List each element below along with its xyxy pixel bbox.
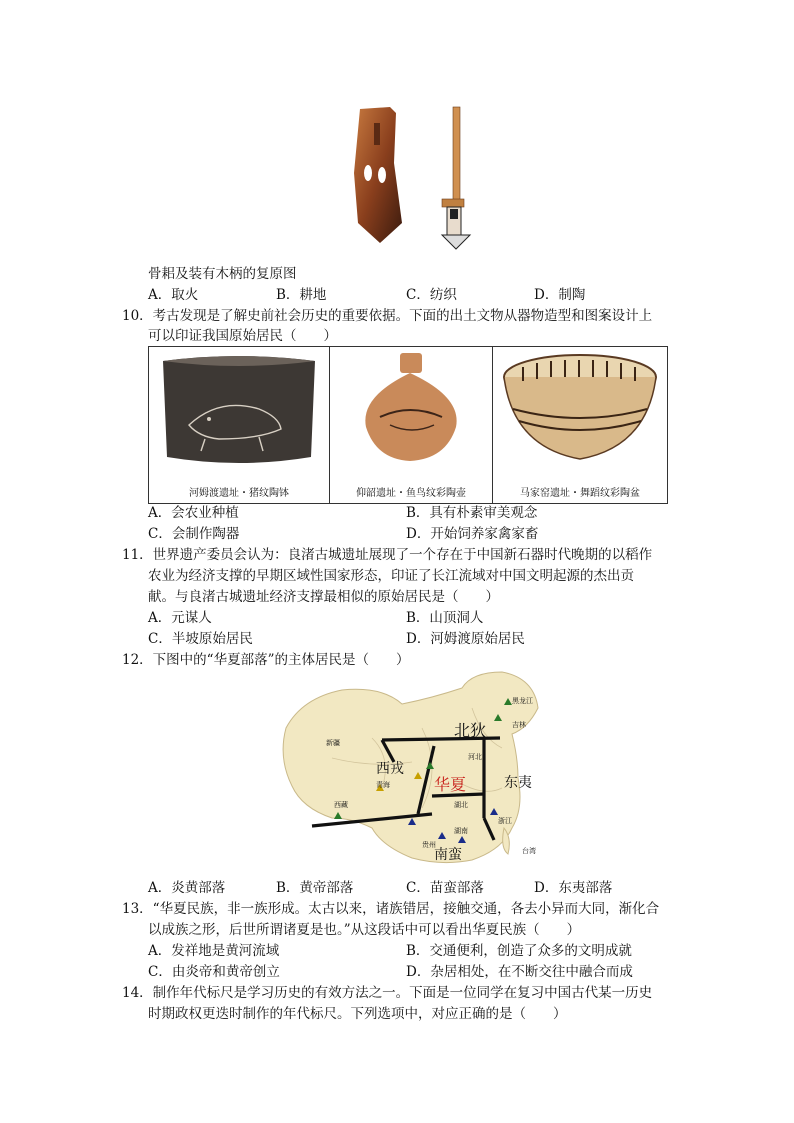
q10-stem-line1: 10．考古发现是了解史前社会历史的重要依据。下面的出土文物从器物造型和图案设计上 — [122, 308, 653, 324]
q13-option-b: B．交通便利，创造了众多的文明成就 — [406, 943, 632, 959]
q11-option-d: D．河姆渡原始居民 — [406, 631, 525, 647]
q9-option-d: D．制陶 — [534, 287, 586, 303]
pig-pattern-bowl-cell — [149, 347, 330, 503]
q13-stem-line1: 13．“华夏民族，非一族形成。太古以来，诸族错居，接触交通，各去小异而大同，渐化合 — [122, 901, 660, 917]
map-label-xizang: 西藏 — [334, 801, 348, 809]
map-label-nanman: 南蛮 — [434, 847, 462, 863]
fish-bird-pot-image — [330, 347, 492, 477]
dancing-pattern-basin-image — [493, 347, 667, 477]
q10-option-c: C．会制作陶器 — [148, 526, 240, 542]
q12-option-c: C．苗蛮部落 — [406, 880, 484, 896]
q13-option-d: D．杂居相处，在不断交往中融合而成 — [406, 964, 633, 980]
map-label-beidi: 北狄 — [454, 721, 487, 740]
q11-stem-line3: 献。与良渚古城遗址经济支撑最相似的原始居民是（ ） — [148, 589, 499, 605]
map-label-guizhou: 贵州 — [422, 841, 436, 849]
q12-stem: 12．下图中的“华夏部落”的主体居民是（ ） — [122, 652, 410, 668]
pig-pattern-bowl-image — [149, 347, 329, 477]
map-label-hubei: 湖北 — [454, 801, 468, 809]
q9-option-c: C．纺织 — [406, 287, 457, 303]
q10-stem-line2: 可以印证我国原始居民（ ） — [148, 328, 337, 344]
map-label-dongyi: 东夷 — [504, 775, 532, 791]
map-label-taiwan: 台湾 — [522, 847, 536, 855]
map-label-huaxia: 华夏 — [434, 775, 467, 794]
q13-option-c: C．由炎帝和黄帝创立 — [148, 964, 280, 980]
map-label-zhejiang: 浙江 — [498, 817, 512, 825]
q11-stem-line1: 11．世界遗产委员会认为：良渚古城遗址展现了一个存在于中国新石器时代晚期的以稻作 — [122, 547, 653, 563]
map-label-xirong: 西戎 — [376, 761, 404, 777]
dancing-pattern-basin-cell — [493, 347, 667, 503]
map-label-xinjiang: 新疆 — [326, 739, 340, 747]
q9-option-b: B．耕地 — [276, 287, 327, 303]
q12-option-b: B．黄帝部落 — [276, 880, 354, 896]
q11-option-c: C．半坡原始居民 — [148, 631, 253, 647]
map-label-hebei: 河北 — [468, 753, 482, 761]
map-label-qinghai: 青海 — [376, 781, 390, 789]
q10-option-d: D．开始饲养家禽家畜 — [406, 526, 539, 542]
q13-option-a: A．发祥地是黄河流域 — [148, 943, 280, 959]
q11-option-b: B．山顶洞人 — [406, 610, 484, 626]
map-label-heilongjiang: 黑龙江 — [512, 697, 533, 705]
q11-stem-line2: 农业为经济支撑的早期区域性国家形态，印证了长江流域对中国文明起源的杰出贡 — [148, 568, 634, 584]
q10-caption-2: 仰韶遗址・鱼鸟纹彩陶壶 — [356, 488, 466, 499]
q12-option-d: D．东夷部落 — [534, 880, 613, 896]
q10-option-b: B．具有朴素审美观念 — [406, 505, 538, 521]
q9-caption: 骨耜及装有木柄的复原图 — [148, 266, 297, 282]
tribes-map — [272, 668, 554, 876]
q11-option-a: A．元谋人 — [148, 610, 212, 626]
q10-caption-1: 河姆渡遗址・猪纹陶钵 — [189, 488, 289, 499]
q9-option-a: A．取火 — [148, 287, 199, 303]
q10-option-a: A．会农业种植 — [148, 505, 239, 521]
q10-caption-3: 马家窑遗址・舞蹈纹彩陶盆 — [520, 488, 640, 499]
q10-artifact-table — [148, 346, 668, 504]
q13-stem-line2: 以成族之形，后世所谓诸夏是也。”从这段话中可以看出华夏民族（ ） — [148, 922, 581, 938]
map-label-jilin: 吉林 — [512, 721, 526, 729]
bone-plough-image — [350, 103, 472, 253]
fish-bird-pot-cell — [330, 347, 493, 503]
map-label-hunan: 湖南 — [454, 827, 468, 835]
q14-stem-line2: 时期政权更迭时制作的年代标尺。下列选项中，对应正确的是（ ） — [148, 1006, 567, 1022]
q12-option-a: A．炎黄部落 — [148, 880, 226, 896]
q14-stem-line1: 14．制作年代标尺是学习历史的有效方法之一。下面是一位同学在复习中国古代某一历史 — [122, 985, 653, 1001]
